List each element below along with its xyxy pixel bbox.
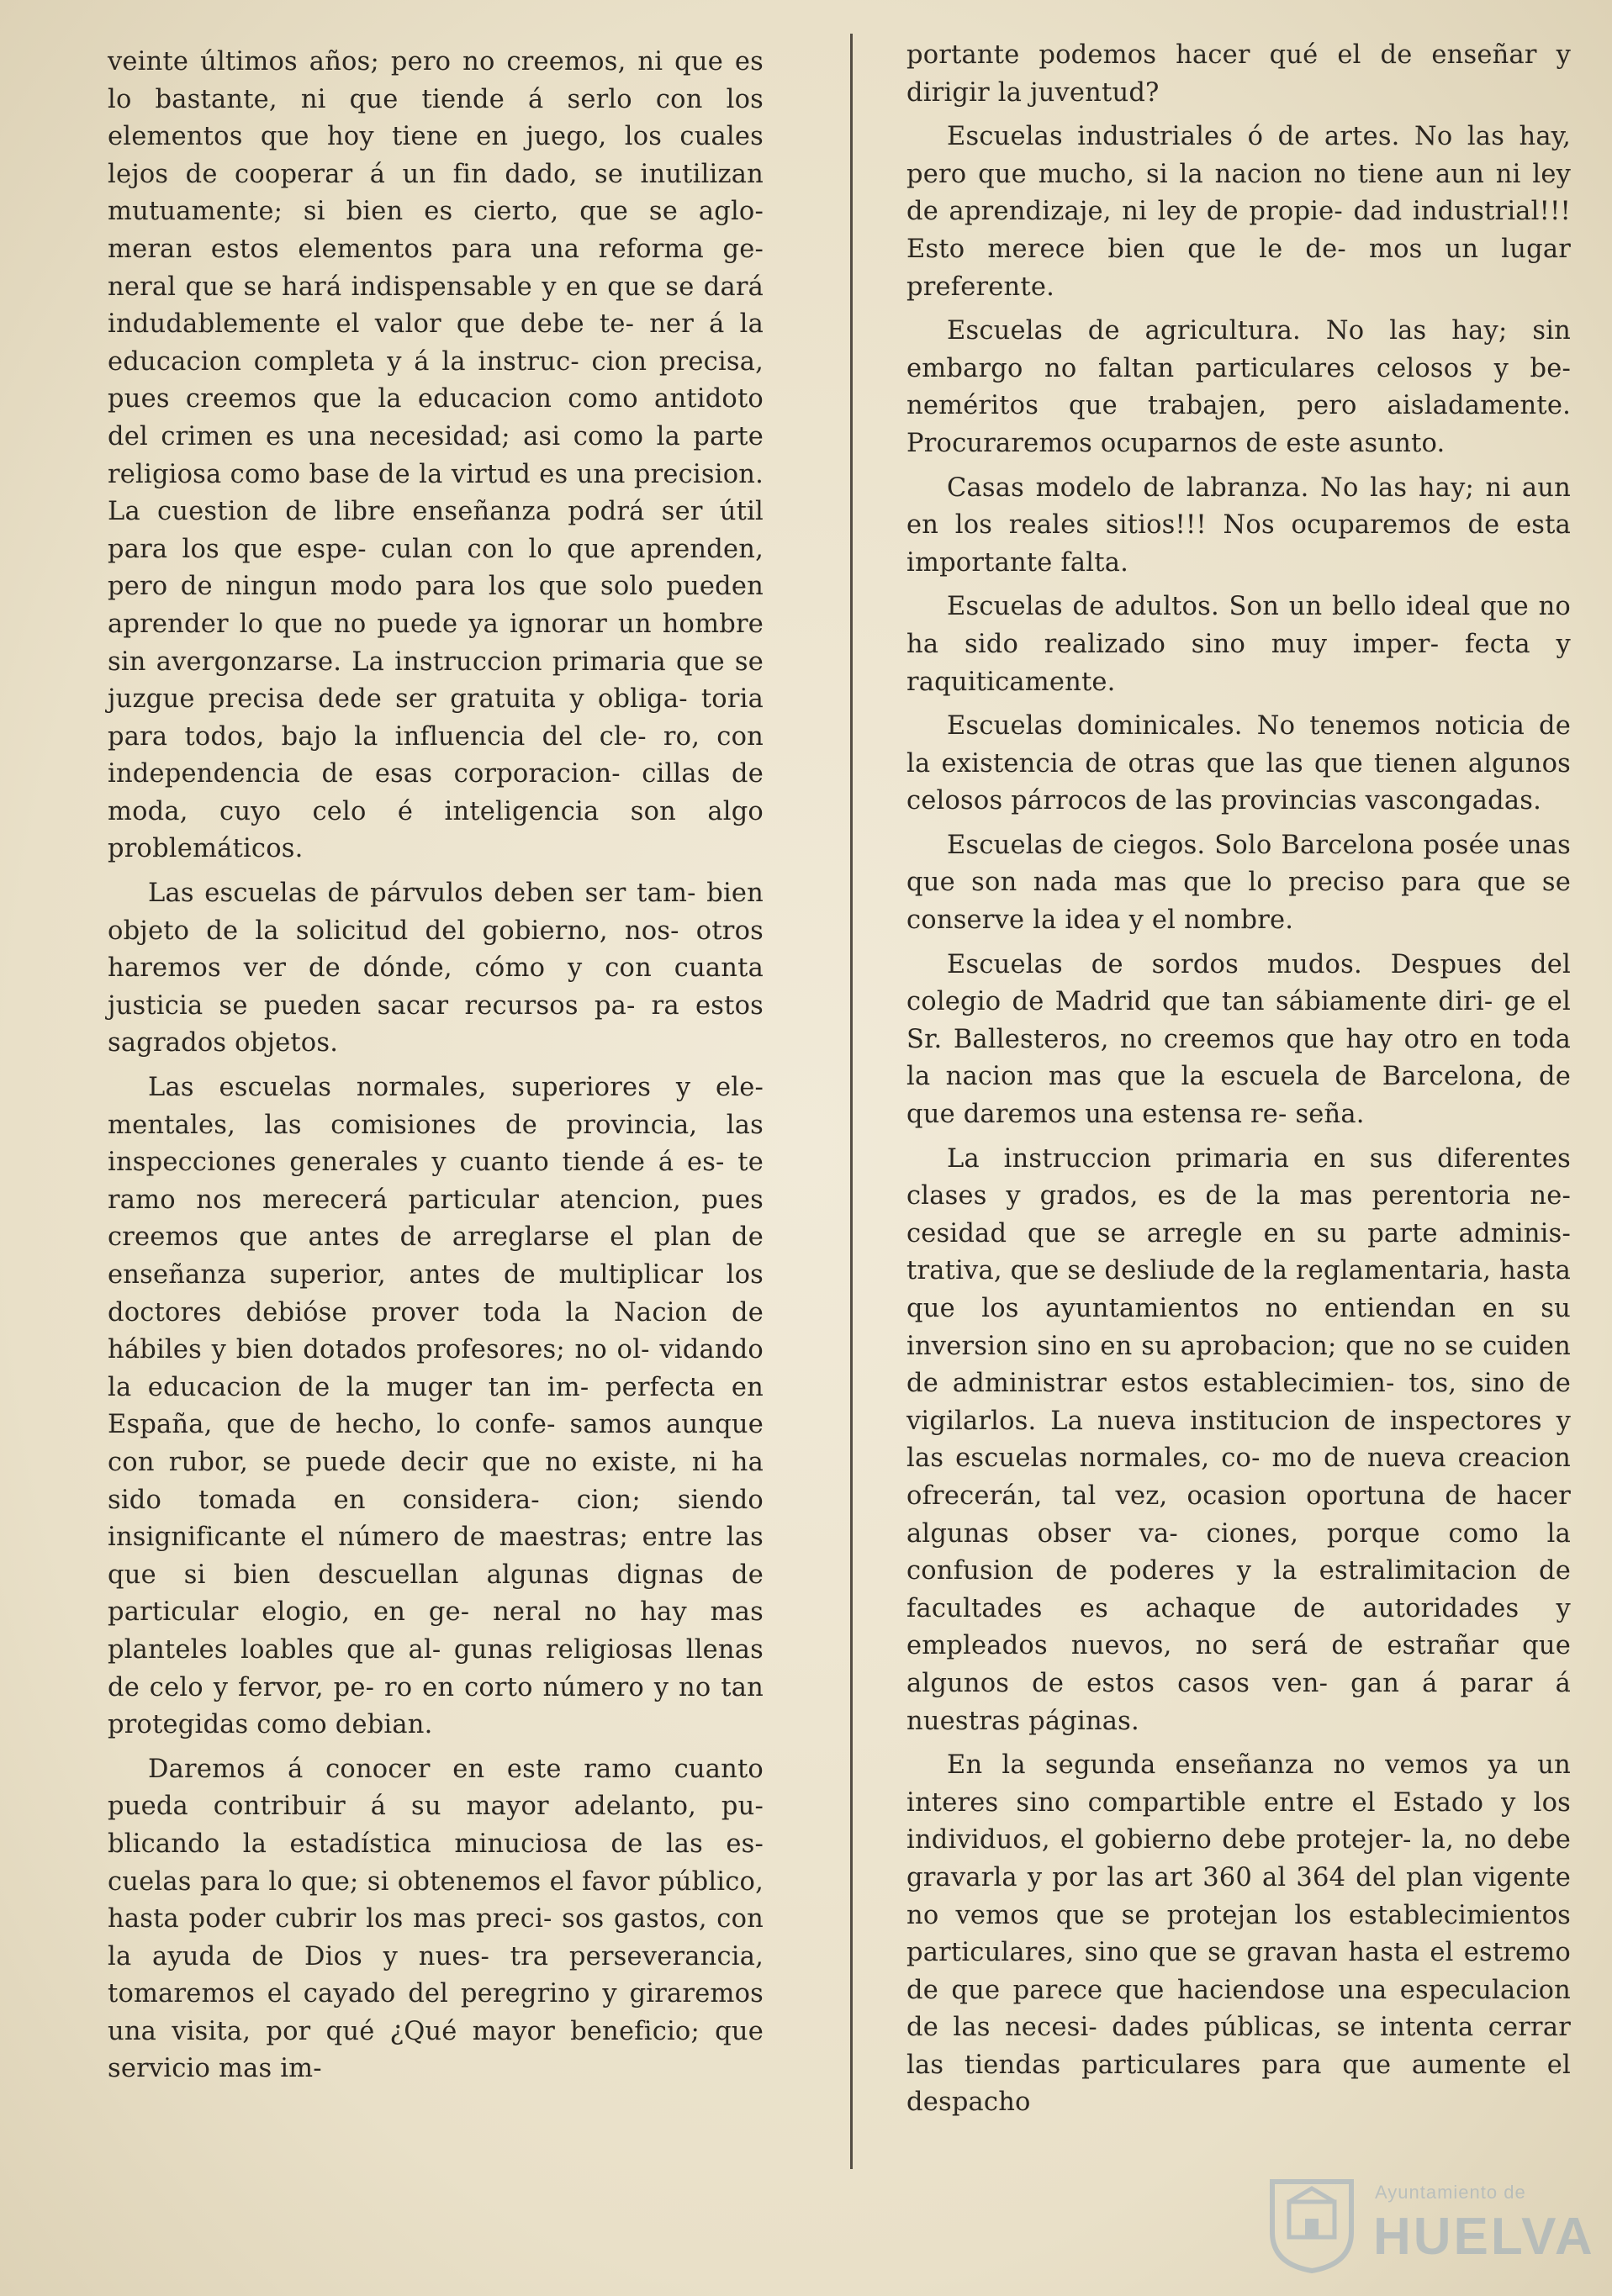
paragraph: Las escuelas normales, superiores y ele- mentales, las comisiones de provincia, las inspecciones generales y cuanto tiende á es- te ramo nos merecerá particular atencion, pues creemos que antes de arreglarse el plan de enseñanza superior, antes de multiplicar los doctores debióse prover toda la Nacion de hábiles y bien dotados profesores; no ol- vidando la educacion de la muger tan im- perfecta en España, que de hecho, lo confe- samos aunque con rubor, se puede decir que no existe, ni ha sido tomada en considera- cion; siendo insignificante el número de maestras; entre las que si bien descuellan algunas dignas de particular elogio, en ge- neral no hay mas planteles loables que al- gunas religiosas llenas de celo y fervor, pe- ro en corto número y no tan protegidas como debian. bbox=[108, 1073, 764, 1740]
paragraph: veinte últimos años; pero no creemos, ni que es lo bastante, ni que tiende á serlo con los elementos que hoy tiene en juego, los cuales lejos de cooperar á un fin dado, se inutilizan mutuamente; si bien es cierto, que se aglo- meran estos elementos para una reforma ge- neral que se hará indispensable y en que se dará indudablemente el valor que debe te- ner á la educacion completa y á la instruc- cion precisa, pues creemos que la educacion como antidoto del crimen es una necesidad; asi como la parte religiosa como base de la virtud es una precision. La cuestion de libre enseñanza podrá ser útil para los que espe- culan con lo que aprenden, pero de ningun modo para los que solo pueden aprender lo que no puede ya ignorar un hombre sin avergonzarse. La instruccion primaria que se juzgue precisa dede ser gratuita y obliga- toria para todos, bajo la influencia del cle- ro, con independencia de esas corporacion- cillas de moda, cuyo celo é inteligencia son algo problemáticos. bbox=[108, 47, 764, 864]
column-divider bbox=[850, 34, 853, 2169]
watermark-small-text: Ayuntamiento de bbox=[1375, 2182, 1526, 2203]
city-shield-icon bbox=[1266, 2173, 1358, 2274]
paragraph: Escuelas dominicales. No tenemos noticia de la existencia de otras que las que tienen algunos celosos párrocos de las provincias vascongadas. bbox=[906, 711, 1571, 816]
paragraph: Escuelas de sordos mudos. Despues del colegio de Madrid que tan sábiamente diri- ge el Sr. Ballesteros, no creemos que hay otro en toda la nacion mas que la escuela de Barcelona, de que daremos una estensa re- seña. bbox=[906, 949, 1571, 1130]
paragraph: Escuelas de agricultura. No las hay; sin embargo no faltan particulares celosos y be- neméritos que trabajen, pero aisladamente. Procuraremos ocuparnos de este asunto. bbox=[906, 316, 1571, 458]
paragraph: Las escuelas de párvulos deben ser tam- bien objeto de la solicitud del gobierno, nos- otros haremos ver de dónde, cómo y con cuanta justicia se pueden sacar recursos pa- ra estos sagrados objetos. bbox=[108, 879, 764, 1058]
paragraph: Escuelas de ciegos. Solo Barcelona posée unas que son nada mas que lo preciso para que se conserve la idea y el nombre. bbox=[906, 830, 1571, 936]
archive-watermark bbox=[1266, 2165, 1595, 2283]
right-text-column bbox=[906, 37, 1571, 2129]
paragraph: Escuelas industriales ó de artes. No las hay, pero que mucho, si la nacion no tiene aun ni ley de aprendizaje, ni ley de propie- dad industrial!!! Esto merece bien que le de- mos un lugar preferente. bbox=[906, 122, 1571, 302]
paragraph: Escuelas de adultos. Son un bello ideal que no ha sido realizado sino muy imper- fecta y raquiticamente. bbox=[906, 592, 1571, 697]
paragraph: Casas modelo de labranza. No las hay; ni aun en los reales sitios!!! Nos ocuparemos de esta importante falta. bbox=[906, 472, 1571, 578]
paragraph: Daremos á conocer en este ramo cuanto pueda contribuir á su mayor adelanto, pu- blicando la estadística minuciosa de las es- cuelas para lo que; si obtenemos el favor público, hasta poder cubrir los mas preci- sos gastos, con la ayuda de Dios y nues- tra perseverancia, tomaremos el cayado del peregrino y giraremos una visita, por qué ¿Qué mayor beneficio; que servicio mas im- bbox=[108, 1754, 764, 2084]
paragraph: La instruccion primaria en sus diferentes clases y grados, es de la mas perentoria ne- cesidad que se arregle en su parte adminis- trativa, que se desliude de la reglamentaria, hasta que los ayuntamientos no entiendan en su inversion sino en su aprobacion; que no se cuiden de administrar estos establecimien- tos, sino de vigilarlos. La nueva institucion de inspectores y las escuelas normales, co- mo de nueva creacion ofrecerán, tal vez, ocasion oportuna de hacer algunas obser va- ciones, porque como la confusion de poderes y la estralimitacion de facultades es achaque de autoridades y empleados nuevos, no será de estrañar que algunos de estos casos ven- gan á parar á nuestras páginas. bbox=[906, 1143, 1571, 1736]
left-text-column bbox=[108, 44, 764, 2095]
paragraph: En la segunda enseñanza no vemos ya un interes sino compartible entre el Estado y los individuos, el gobierno debe protejer- la, no debe gravarla y por las art 360 al 364 del plan vigente no vemos que se protejan los establecimientos particulares, sino que se gravan hasta el estremo de que parece que haciendose una especulacion de las necesi- dades públicas, se intenta cerrar las tiendas particulares para que aumente el despacho bbox=[906, 1750, 1571, 2118]
paragraph: portante podemos hacer qué el de enseñar y dirigir la juventud? bbox=[906, 40, 1571, 108]
watermark-big-text: HUELVA bbox=[1373, 2208, 1595, 2266]
